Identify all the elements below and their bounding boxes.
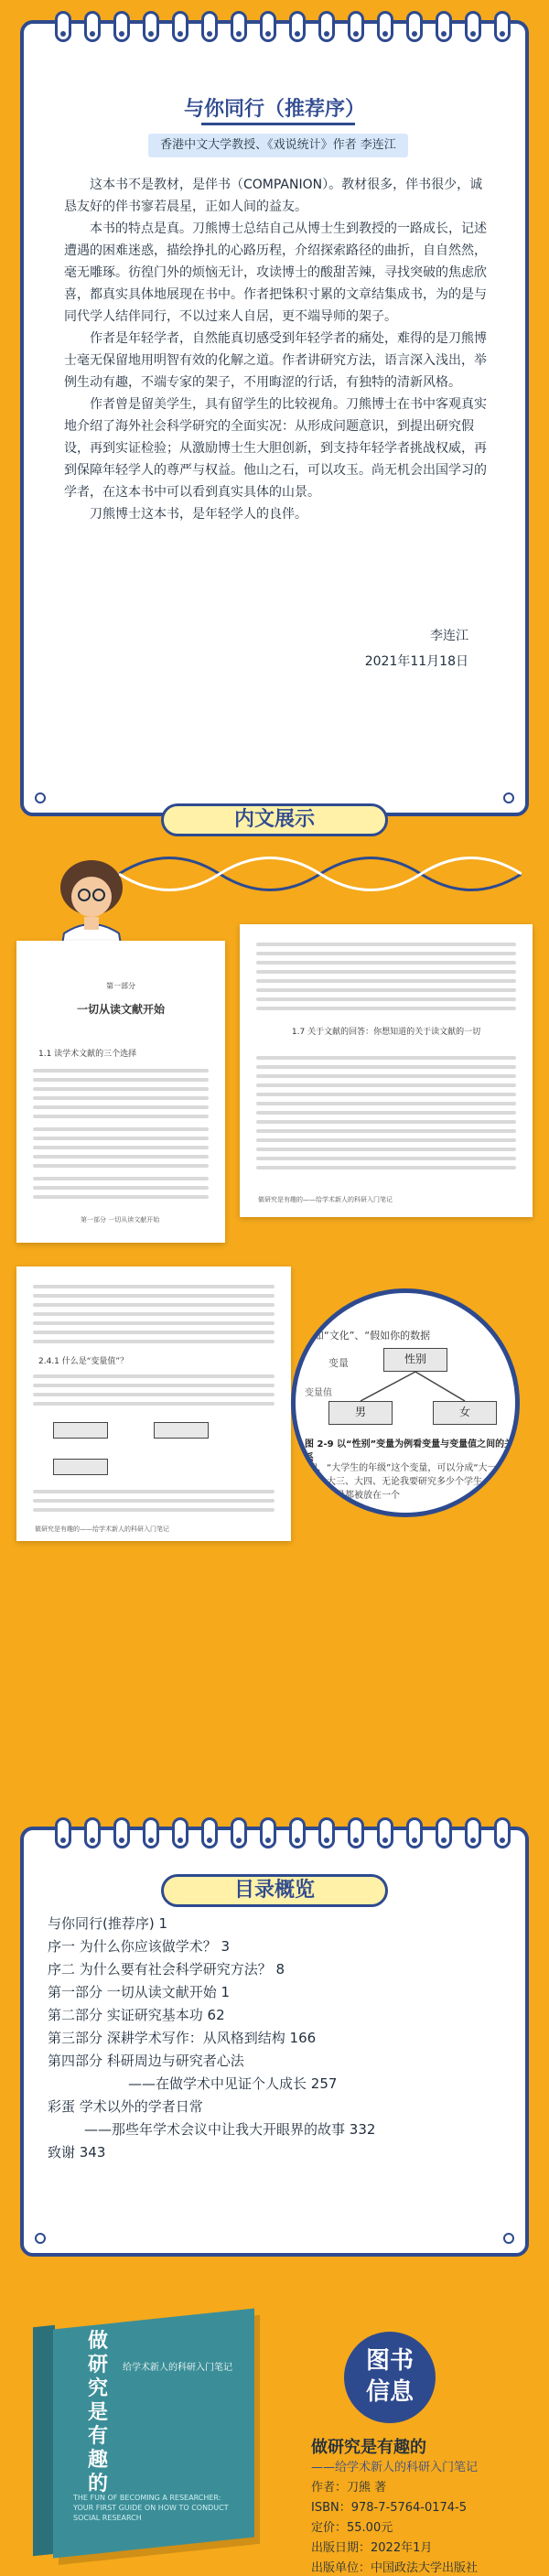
book-cover-subtitle: 给学术新人的科研入门笔记 — [123, 2363, 232, 2373]
sample-page-3 — [16, 1266, 291, 1541]
diagram-note-body: 如，“大学生的年级”这个变量，可以分成“大一、大二、大三、大四、无论我要研究多少个学生，……这个变量都被放在一个 — [308, 1463, 515, 1501]
badge-line: 信息 — [365, 2378, 414, 2406]
page-part: 第一部分 — [106, 982, 135, 990]
page-section: 1.7 关于文献的回答：你想知道的关于读文献的一切 — [291, 1028, 481, 1037]
badge-line: 图书 — [365, 2347, 414, 2375]
preface-author: 香港中文大学教授、《戏说统计》作者 李连江 — [148, 134, 408, 157]
preface-card — [20, 20, 529, 816]
preface-paragraph: 这本书不是教材，是伴书（COMPANION）。教材很多，伴书很少，诚恳友好的伴书寥若晨星，正如人间的益友。 — [64, 178, 483, 214]
book-details — [311, 2458, 531, 2576]
toc-list — [48, 1913, 505, 2164]
toc-item: 第二部分 实证研究基本功 62 — [48, 2007, 225, 2023]
corner-dot — [35, 2233, 46, 2244]
page-footer: 做研究是有趣的——给学术新人的科研入门笔记 — [258, 1196, 393, 1203]
corner-dot — [35, 792, 46, 803]
toc-item: ——那些年学术会议中让我大开眼界的故事 332 — [84, 2121, 376, 2138]
preface-body — [64, 174, 492, 525]
book-isbn: ISBN：978-7-5764-0174-5 — [311, 2501, 468, 2515]
toc-item: 致谢 343 — [48, 2144, 106, 2161]
binder-rings — [24, 11, 525, 48]
page-footer: 第一部分 一切从读文献开始 — [81, 1216, 160, 1223]
toc-section-label: 目录概览 — [161, 1874, 388, 1907]
page-section: 2.4.1 什么是“变量值”？ — [38, 1357, 129, 1366]
sample-page-2 — [240, 924, 533, 1217]
dna-helix-decoration — [119, 842, 522, 906]
corner-dot — [503, 2233, 514, 2244]
book-info-panel — [0, 2271, 549, 2576]
book-author: 作者：刀熊 著 — [311, 2481, 387, 2495]
page-section: 1.1 读学术文献的三个选择 — [38, 1050, 137, 1059]
preface-paragraph: 本书的特点是真。刀熊博士总结自己从博士生到教授的一路成长，记述遭遇的困难迷惑，描绘挣扎的心路历程，介绍探索路径的曲折，自自然然，毫无雕琢。彷徨门外的烦恼无计，攻读博士的酸甜苦辣，寻找突破的焦虑欣喜，都真实具体地展现在书中。作者把铢积寸累的文章结集成书，为的是与同代学人结伴同行，不以过来人自居，更不端导师的架子。 — [64, 221, 487, 324]
toc-item: 第一部分 一切从读文献开始 1 — [48, 1984, 231, 2000]
toc-item: 序一 为什么你应该做学术？ 3 — [48, 1938, 231, 1955]
toc-item: 与你同行(推荐序) 1 — [48, 1915, 168, 1932]
page-footer: 做研究是有趣的——给学术新人的科研入门笔记 — [35, 1525, 169, 1533]
binder-rings — [24, 1817, 525, 1854]
book-price: 定价：55.00元 — [311, 2521, 393, 2535]
toc-item: 第四部分 科研周边与研究者心法 — [48, 2053, 244, 2069]
toc-item: 序二 为什么要有社会科学研究方法？ 8 — [48, 1961, 285, 1978]
title-underline — [201, 123, 355, 125]
diagram-var-label: 变量 — [328, 1357, 349, 1369]
diagram-top-box: 性别 — [383, 1348, 447, 1372]
sample-page-1 — [16, 941, 225, 1243]
diagram-val-label: 变量值 — [305, 1388, 332, 1398]
preface-paragraph: 作者曾是留美学生，具有留学生的比较视角。刀熊博士在书中客观真实地介绍了海外社会科学研究的全面实况：从形成问题意识，到提出研究假设，再到实证检验；从激励博士生大胆创新，到支持年轻学者挑战权威，再到保障年轻学人的尊严与权益。他山之石，可以攻玉。尚无机会出国学习的学者，在这本书中可以看到真实具体的山景。 — [64, 397, 487, 500]
book-title: 做研究是有趣的 — [311, 2438, 426, 2457]
toc-item: ——在做学术中见证个人成长 257 — [128, 2075, 338, 2092]
content-preview — [0, 824, 549, 1812]
book-cover-english: THE FUN OF BECOMING A RESEARCHER: YOUR FIRST GUIDE ON HOW TO CONDUCT SOCIAL RESEARCH — [73, 2494, 229, 2522]
book-spine — [33, 2325, 55, 2557]
diagram-caption: 图 2-9 以“性别”变量为例看变量与变量值之间的关系 — [305, 1439, 514, 1463]
book-cover-title: 做研究是有趣的 — [88, 2330, 109, 2495]
toc-item: 彩蛋 学术以外的学者日常 — [48, 2098, 203, 2115]
diagram-note: 如“文化”、“假如你的数据 — [314, 1330, 431, 1342]
preface-date: 2021年11月18日 — [364, 654, 468, 669]
book-pub-date: 出版日期：2022年1月 — [311, 2541, 433, 2555]
preface-signature: 李连江 — [430, 629, 468, 643]
preface-paragraph: 刀熊博士这本书，是年轻学人的良伴。 — [90, 507, 307, 522]
book-publisher: 出版单位：中国政法大学出版社 — [311, 2561, 479, 2575]
page-title: 一切从读文献开始 — [76, 1003, 165, 1016]
toc-item: 第三部分 深耕学术写作：从风格到结构 166 — [48, 2030, 317, 2046]
book-info-badge — [344, 2332, 436, 2423]
diagram-left-box: 男 — [328, 1401, 393, 1425]
content-section-label: 内文展示 — [161, 803, 388, 836]
corner-dot — [503, 792, 514, 803]
preface-paragraph: 作者是年轻学者，自然能真切感受到年轻学者的痛处，难得的是刀熊博士毫无保留地用明智有效的化解之道。作者讲研究方法，语言深入浅出，举例生动有趣，不端专家的架子，不用晦涩的行话，有独特的清新风格。 — [64, 331, 487, 390]
book-subtitle: ——给学术新人的科研入门笔记 — [311, 2461, 479, 2474]
diagram-right-box: 女 — [433, 1401, 497, 1425]
preface-title: 与你同行（推荐序） — [183, 98, 365, 121]
zoom-diagram — [291, 1288, 520, 1517]
